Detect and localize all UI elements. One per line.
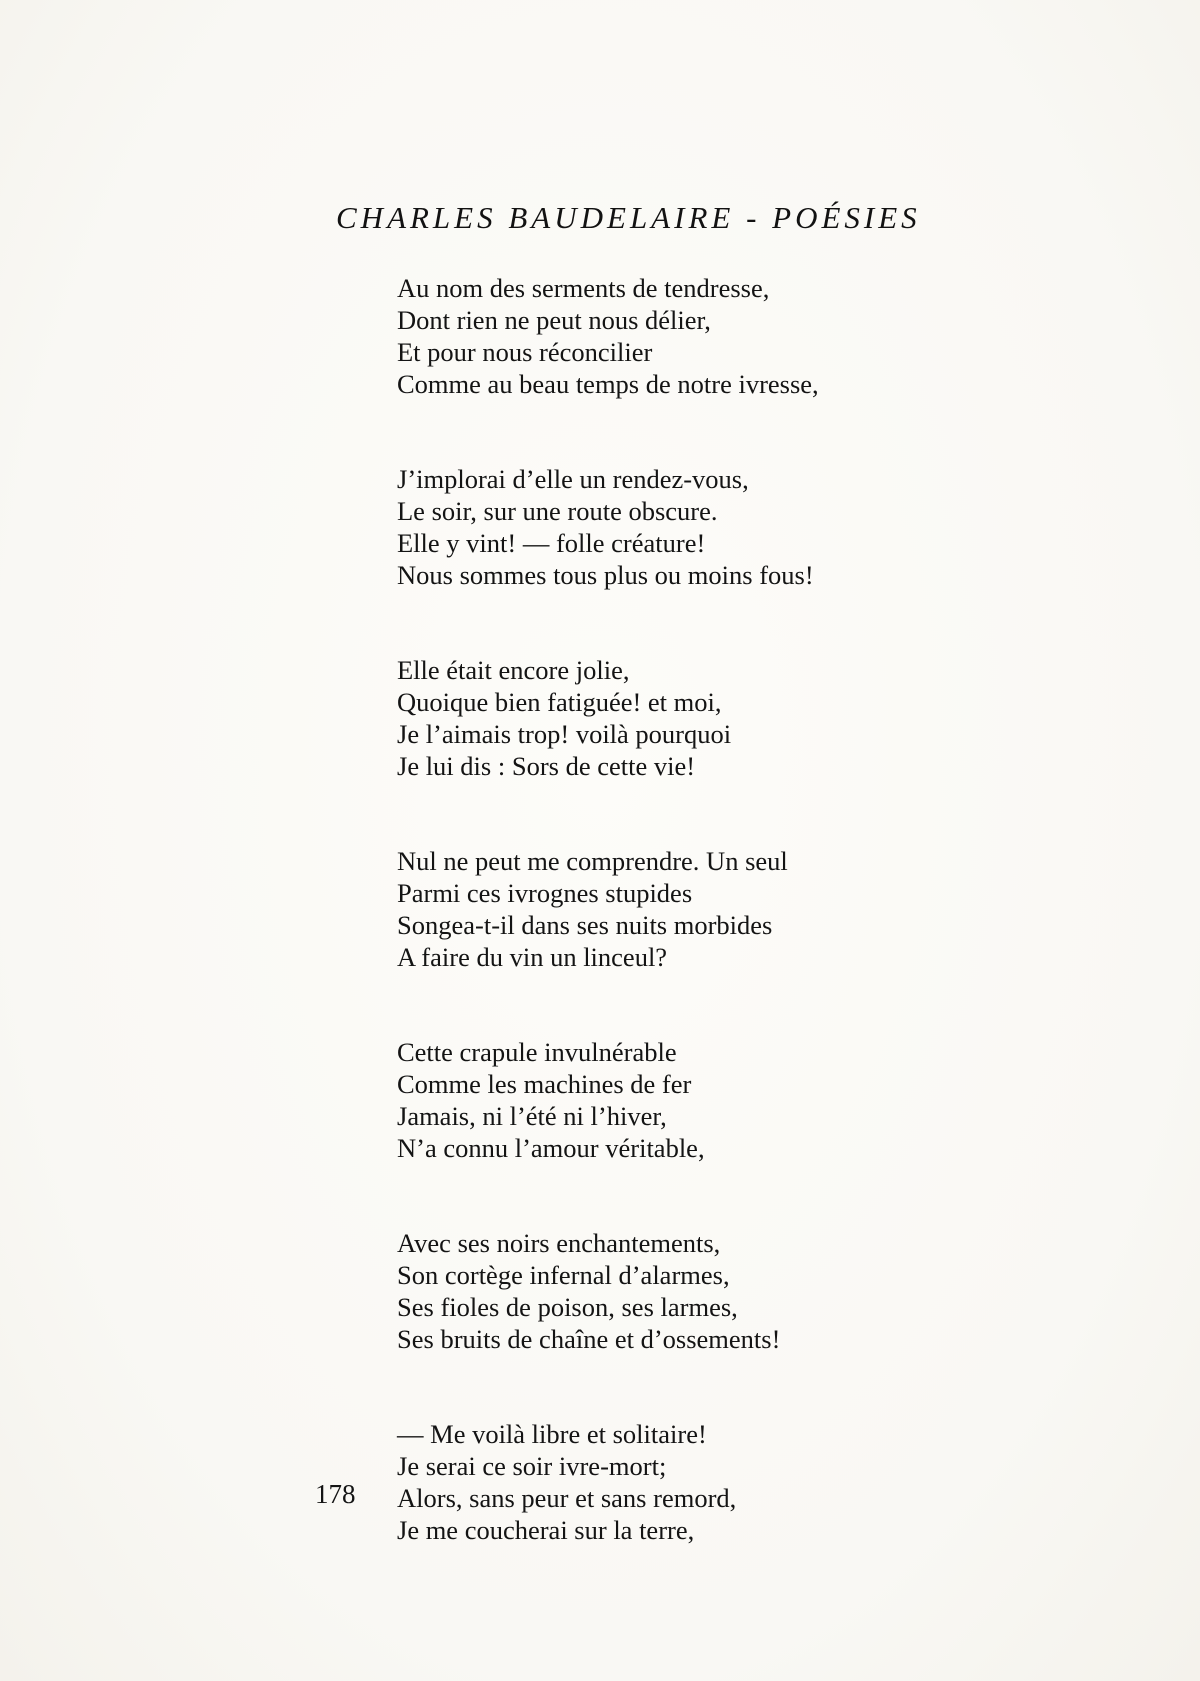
verse-line: Nul ne peut me comprendre. Un seul: [397, 846, 788, 876]
verse-line: Son cortège infernal d’alarmes,: [397, 1260, 730, 1290]
verse-line: Cette crapule invulnérable: [397, 1037, 677, 1067]
verse-line: Je l’aimais trop! voilà pourquoi: [397, 719, 732, 749]
verse-line: Ses bruits de chaîne et d’ossements!: [397, 1324, 781, 1354]
running-title: CHARLES BAUDELAIRE - POÉSIES: [336, 200, 921, 235]
stanza: [397, 1227, 1017, 1355]
stanza: [397, 1418, 1017, 1546]
stanza: [397, 654, 1017, 782]
page-number: 178: [315, 1479, 356, 1509]
verse-line: Je serai ce soir ivre-mort;: [397, 1451, 667, 1481]
verse-line: Elle était encore jolie,: [397, 655, 630, 685]
stanza: [397, 1036, 1017, 1164]
verse-line: N’a connu l’amour véritable,: [397, 1133, 705, 1163]
verse-line: Alors, sans peur et sans remord,: [397, 1483, 737, 1513]
stanza: [397, 845, 1017, 973]
stanza: [397, 272, 1017, 400]
verse-line: Quoique bien fatiguée! et moi,: [397, 687, 722, 717]
verse-line: — Me voilà libre et solitaire!: [397, 1419, 707, 1449]
verse-line: Et pour nous réconcilier: [397, 337, 653, 367]
verse-line: J’implorai d’elle un rendez-vous,: [397, 464, 749, 494]
verse-line: Elle y vint! — folle créature!: [397, 528, 706, 558]
verse-line: Je me coucherai sur la terre,: [397, 1515, 695, 1545]
verse-line: Je lui dis : Sors de cette vie!: [397, 751, 696, 781]
verse-line: Comme au beau temps de notre ivresse,: [397, 369, 819, 399]
verse-line: Ses fioles de poison, ses larmes,: [397, 1292, 738, 1322]
verse-line: Parmi ces ivrognes stupides: [397, 878, 693, 908]
poem-body: [397, 272, 1017, 1546]
verse-line: Avec ses noirs enchantements,: [397, 1228, 721, 1258]
verse-line: Songea-t-il dans ses nuits morbides: [397, 910, 773, 940]
verse-line: Nous sommes tous plus ou moins fous!: [397, 560, 814, 590]
verse-line: Au nom des serments de tendresse,: [397, 273, 770, 303]
verse-line: Le soir, sur une route obscure.: [397, 496, 718, 526]
verse-line: Dont rien ne peut nous délier,: [397, 305, 711, 335]
verse-line: Comme les machines de fer: [397, 1069, 692, 1099]
verse-line: Jamais, ni l’été ni l’hiver,: [397, 1101, 667, 1131]
stanza: [397, 463, 1017, 591]
verse-line: A faire du vin un linceul?: [397, 942, 668, 972]
